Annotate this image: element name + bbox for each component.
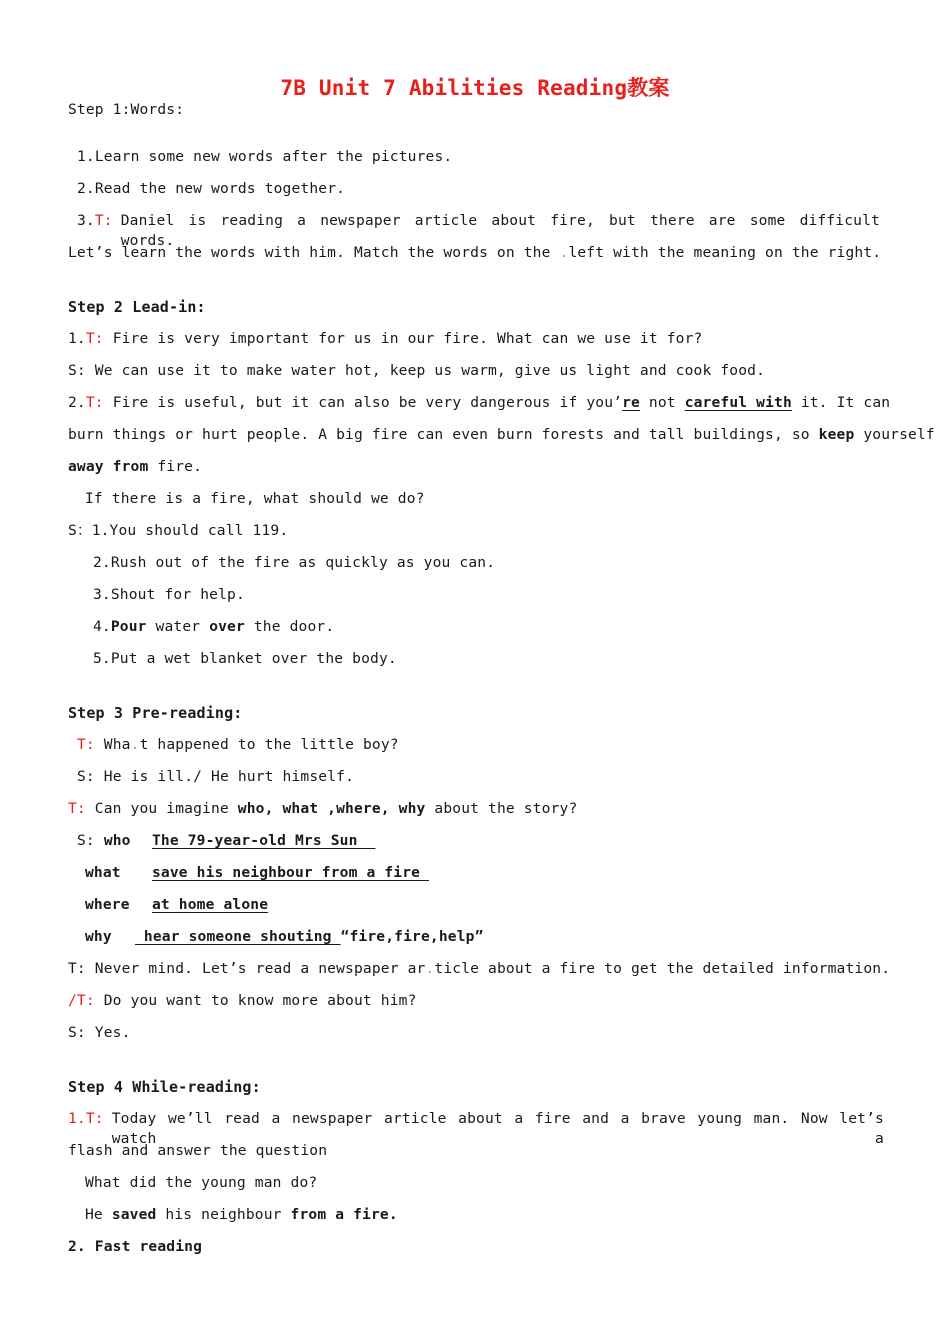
item-number: 2. bbox=[68, 394, 86, 411]
text-segment: t happened to the little boy? bbox=[139, 736, 399, 753]
step4-answer bbox=[85, 1205, 901, 1225]
teacher-label: 1.T: bbox=[68, 1110, 104, 1127]
text-segment: He bbox=[85, 1206, 112, 1223]
step2-question-3: If there is a fire, what should we do? bbox=[85, 490, 425, 507]
key-phrase: from a fire. bbox=[290, 1206, 398, 1223]
step4-item-2: 2. Fast reading bbox=[68, 1238, 203, 1255]
key-word: saved bbox=[111, 1206, 157, 1223]
why-label: why bbox=[85, 928, 112, 945]
marker-dot: . bbox=[425, 960, 435, 977]
teacher-label: T: bbox=[85, 330, 104, 347]
text-segment: it. It can bbox=[791, 394, 891, 411]
step4-item-1-text: Today we’ll read a newspaper article about a fire and a brave young man. Now let’s watch a bbox=[111, 1110, 884, 1147]
quoted-shout: “fire,fire,help” bbox=[340, 928, 484, 945]
marker-dot: . bbox=[559, 244, 569, 261]
text-segment: not bbox=[640, 394, 685, 411]
item-number: 4. bbox=[93, 618, 111, 635]
step2-heading: Step 2 Lead-in: bbox=[68, 298, 206, 316]
why-answer bbox=[135, 927, 484, 947]
step1-item-1: 1.Learn some new words after the pictures. bbox=[77, 148, 453, 165]
text-segment: the door. bbox=[244, 618, 335, 635]
who-answer: The 79-year-old Mrs Sun bbox=[152, 832, 376, 849]
key-phrase: away from bbox=[68, 458, 149, 475]
step3-teacher-question-1 bbox=[77, 735, 893, 755]
text-segment: ticle about a fire to get the detailed information. bbox=[434, 960, 891, 977]
text-segment: Can you imagine bbox=[85, 800, 238, 817]
key-word: over bbox=[209, 618, 245, 635]
text-segment: T: Never mind. Let’s read a newspaper ar bbox=[68, 960, 426, 977]
step2-question-2-line3 bbox=[68, 457, 884, 477]
answer-text: 1.You should call 119. bbox=[91, 522, 289, 539]
key-phrase: careful with bbox=[684, 394, 792, 411]
step1-item-2: 2.Read the new words together. bbox=[77, 180, 346, 197]
teacher-label: T: bbox=[77, 736, 95, 753]
step4-item-1-line2: flash and answer the question bbox=[68, 1142, 328, 1159]
step2-answer-1: S: We can use it to make water hot, keep us warm, give us light and cook food. bbox=[68, 362, 766, 379]
step4-heading: Step 4 While-reading: bbox=[68, 1078, 261, 1096]
step3-student-answer-3: S: Yes. bbox=[68, 1024, 131, 1041]
question-text: Fire is very important for us in our fire. What can we use it for? bbox=[112, 330, 703, 347]
teacher-label: /T: bbox=[68, 992, 95, 1009]
step2-question-2 bbox=[68, 393, 891, 413]
step2-answer-item-2: 2.Rush out of the fire as quickly as you can. bbox=[93, 554, 496, 571]
text-segment: burn things or hurt people. A big fire can even burn forests and tall buildings, so bbox=[68, 426, 819, 443]
key-word: re bbox=[622, 394, 640, 411]
step2-question-1 bbox=[68, 329, 884, 349]
text-segment: left with the meaning on the right. bbox=[568, 244, 882, 261]
step4-question: What did the young man do? bbox=[85, 1174, 318, 1191]
step1-item-3-text: Daniel is reading a newspaper article about fire, but there are some difficult words. bbox=[120, 212, 880, 249]
step2-answer-item-4 bbox=[93, 617, 909, 637]
step3-heading: Step 3 Pre-reading: bbox=[68, 704, 243, 722]
text-segment: Fire is useful, but it can also be very dangerous if you’ bbox=[112, 394, 623, 411]
item-number: 3. bbox=[77, 212, 95, 229]
step3-teacher-line-3 bbox=[68, 959, 891, 979]
text-segment: Wha bbox=[94, 736, 131, 753]
student-label: S: bbox=[77, 832, 104, 849]
text-segment: Let’s learn the words with him. Match the words on the bbox=[68, 244, 560, 261]
step3-teacher-question-4 bbox=[68, 991, 884, 1011]
step2-answer-item-3: 3.Shout for help. bbox=[93, 586, 245, 603]
step3-teacher-question-2 bbox=[68, 799, 884, 819]
step1-heading: Step 1:Words: bbox=[68, 101, 185, 118]
what-answer: save his neighbour from a fire bbox=[152, 864, 430, 881]
where-label: where bbox=[85, 896, 130, 913]
where-answer: at home alone bbox=[152, 896, 269, 913]
item-number: 1. bbox=[68, 330, 86, 347]
step3-student-answer-1: S: He is ill./ He hurt himself. bbox=[77, 768, 355, 785]
question-2-text bbox=[113, 393, 890, 413]
text-segment: Do you want to know more about him? bbox=[94, 992, 417, 1009]
document-title: 7B Unit 7 Abilities Reading教案 bbox=[280, 76, 670, 100]
key-word: Pour bbox=[110, 618, 147, 635]
text-segment: water bbox=[146, 618, 210, 635]
teacher-label: T: bbox=[85, 394, 104, 411]
teacher-label: T: bbox=[68, 800, 86, 817]
step2-question-2-line2 bbox=[68, 425, 935, 445]
teacher-label: T: bbox=[94, 212, 113, 229]
step2-answer-item-1 bbox=[68, 521, 884, 541]
text-segment: his neighbour bbox=[156, 1206, 291, 1223]
text-segment: about the story? bbox=[425, 800, 578, 817]
key-word: keep bbox=[818, 426, 855, 443]
step1-item-3-line2 bbox=[68, 243, 884, 263]
text-segment: yourself bbox=[854, 426, 935, 443]
step2-answer-item-5: 5.Put a wet blanket over the body. bbox=[93, 650, 397, 667]
who-label: who bbox=[103, 832, 131, 849]
text-segment: fire. bbox=[148, 458, 203, 475]
what-label: what bbox=[85, 864, 121, 881]
why-answer-underlined: hear someone shouting bbox=[135, 928, 341, 945]
marker-dot: . bbox=[130, 736, 140, 753]
student-label: S： bbox=[68, 522, 92, 539]
key-phrase: who, what ,where, why bbox=[237, 800, 426, 817]
